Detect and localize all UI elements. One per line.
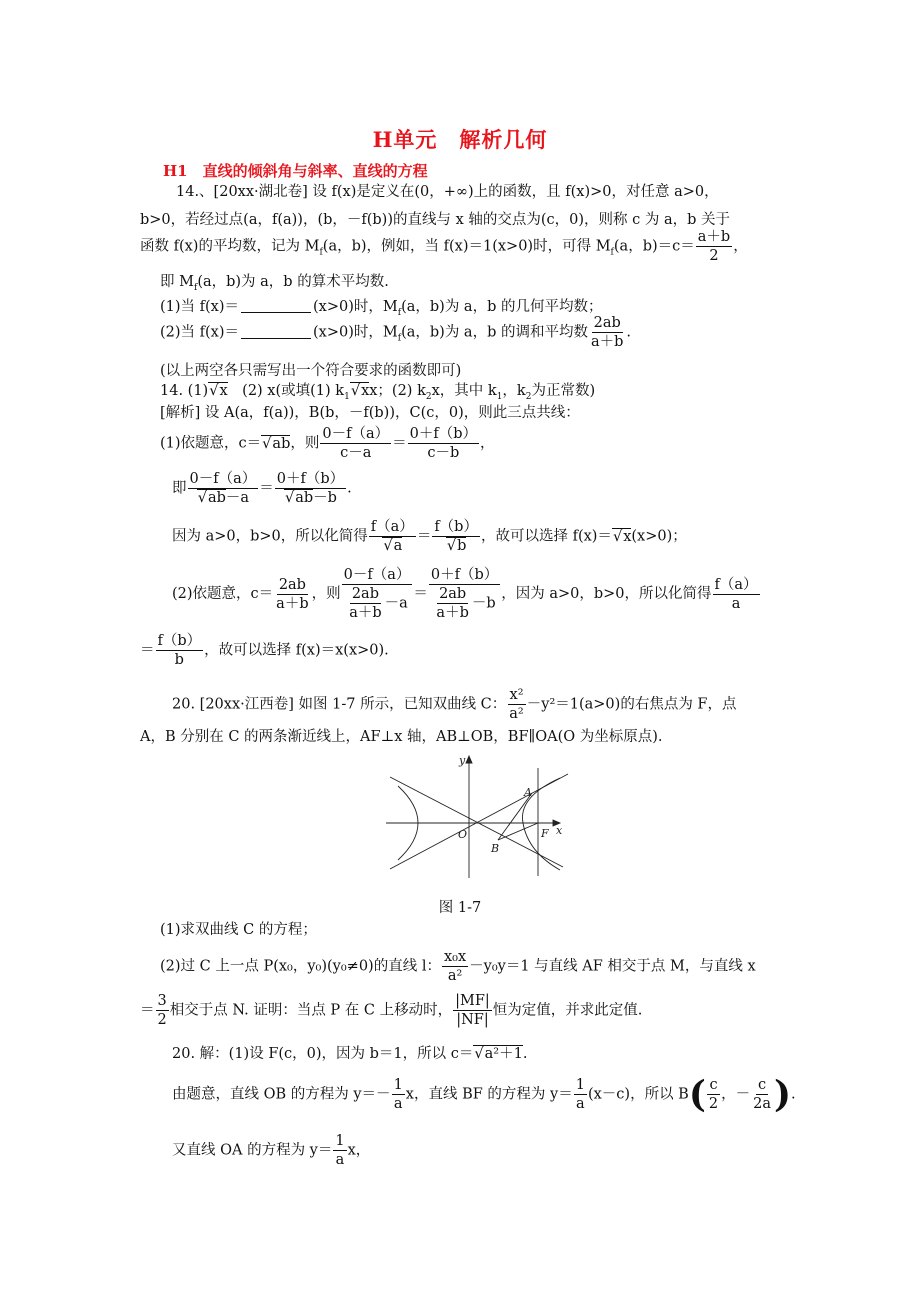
sol20-line-1 bbox=[172, 1044, 527, 1064]
denominator: b bbox=[174, 652, 184, 668]
equals: ＝ bbox=[416, 528, 432, 545]
subscript: 2 bbox=[425, 391, 432, 402]
text: 由题意，直线 OB 的方程为 y＝－ bbox=[172, 1086, 391, 1103]
text: ，因为 a>0，b>0，所以化简得 bbox=[501, 586, 712, 602]
q14-line-4 bbox=[160, 272, 389, 298]
fraction bbox=[507, 686, 525, 723]
answer-blank[interactable] bbox=[241, 312, 311, 313]
denominator: a bbox=[731, 595, 741, 612]
equals: ＝ bbox=[392, 435, 407, 452]
paren-open: ( bbox=[688, 1073, 706, 1116]
subscript: 1 bbox=[344, 391, 350, 402]
text: ，则 bbox=[311, 586, 341, 602]
fraction bbox=[274, 576, 310, 613]
text: ，故可以选择 f(x)＝ bbox=[480, 528, 612, 545]
text: x， bbox=[347, 1142, 371, 1159]
text: (x>0)； bbox=[631, 528, 687, 545]
numerator: 0＋f（b） bbox=[430, 567, 499, 583]
text: ，－ bbox=[721, 1086, 751, 1103]
text: 因为 a>0，b>0，所以化简得 bbox=[172, 528, 368, 545]
sqrt: √ ab bbox=[284, 489, 313, 506]
numerator: 2ab bbox=[351, 586, 379, 602]
q14-line-3 bbox=[140, 228, 748, 265]
fraction bbox=[347, 585, 383, 622]
fraction bbox=[696, 228, 732, 265]
denominator: 2 bbox=[157, 1012, 167, 1028]
fraction bbox=[275, 470, 346, 507]
q20-line-1 bbox=[172, 686, 736, 723]
denominator: a bbox=[576, 1096, 585, 1112]
text: (2)过 C 上一点 P(x₀，y₀)(y₀≠0)的直线 l： bbox=[160, 958, 441, 975]
denominator: 2 bbox=[709, 248, 719, 264]
q20-part-1: (1)求双曲线 C 的方程； bbox=[160, 922, 317, 938]
fraction bbox=[442, 948, 468, 985]
subscript: f bbox=[610, 247, 614, 258]
numerator: 0－f（a） bbox=[189, 471, 257, 487]
subscript: 2 bbox=[525, 391, 532, 402]
sqrt: √ b bbox=[446, 537, 467, 554]
fraction bbox=[751, 1076, 773, 1113]
q20-part-2 bbox=[160, 948, 756, 985]
page-title: H单元 解析几何 bbox=[372, 127, 548, 152]
fraction bbox=[453, 992, 492, 1029]
denominator bbox=[344, 585, 410, 622]
text: 20. 解：(1)设 F(c，0)，因为 b＝1，所以 c＝ bbox=[172, 1046, 474, 1062]
text: x；(2) k bbox=[369, 383, 426, 399]
numerator: x² bbox=[509, 687, 524, 703]
fraction bbox=[369, 518, 416, 555]
text: (x>0)时，M bbox=[313, 324, 398, 341]
numerator: 1 bbox=[335, 1133, 345, 1149]
numerator: 3 bbox=[157, 993, 167, 1009]
text: 即 bbox=[172, 480, 187, 497]
sqrt: √ a bbox=[382, 537, 402, 554]
fraction bbox=[188, 470, 259, 507]
equals: ＝ bbox=[140, 642, 155, 659]
text: ，则 bbox=[290, 435, 320, 452]
label-O: O bbox=[458, 828, 468, 841]
label-x: x bbox=[556, 824, 563, 837]
numerator: |MF| bbox=[455, 993, 490, 1009]
numerator: f（b） bbox=[434, 519, 478, 535]
text: x，直线 BF 的方程为 y＝ bbox=[405, 1086, 573, 1103]
sqrt: √ ab bbox=[197, 489, 226, 506]
q14-note: (以上两空各只需写出一个符合要求的函数即可) bbox=[160, 363, 462, 379]
fraction bbox=[574, 1076, 587, 1113]
sqrt: √ ab bbox=[261, 435, 290, 452]
numerator: c bbox=[758, 1077, 767, 1093]
numerator: a＋b bbox=[697, 229, 731, 245]
text: 20. [20xx·江西卷] 如图 1-7 所示，已知双曲线 C： bbox=[172, 696, 507, 713]
denominator: a＋b bbox=[590, 334, 624, 350]
text: －a bbox=[225, 490, 250, 506]
q20-line-2: A，B 分别在 C 的两条渐近线上，AF⊥x 轴，AB⊥OB，BF∥OA(O 为坐标原点). bbox=[140, 729, 663, 745]
subscript: 1 bbox=[496, 391, 503, 402]
text: (1)当 f(x)＝ bbox=[160, 299, 240, 315]
q14-line-1: 14.、[20xx·湖北卷] 设 f(x)是定义在(0，+∞)上的函数，且 f(x)>0，对任意 a>0， bbox=[176, 184, 719, 200]
fraction bbox=[333, 1132, 346, 1169]
text: (x－c)，所以 B bbox=[587, 1086, 689, 1103]
numerator: 0＋f（b） bbox=[409, 426, 477, 442]
analysis-step-5 bbox=[140, 632, 389, 669]
fraction bbox=[156, 992, 169, 1029]
label-y: y bbox=[459, 754, 466, 767]
denominator bbox=[444, 537, 469, 555]
numerator: f（b） bbox=[157, 633, 202, 649]
numerator: c bbox=[709, 1077, 718, 1093]
answer-blank[interactable] bbox=[241, 338, 311, 339]
analysis-step-3 bbox=[172, 518, 687, 555]
denominator: a＋b bbox=[349, 605, 382, 621]
section-heading: H1 直线的倾斜角与斜率、直线的方程 bbox=[163, 162, 428, 180]
fraction bbox=[320, 425, 391, 462]
fraction bbox=[707, 1076, 720, 1113]
text: (a，b)为 a，b 的算术平均数. bbox=[197, 274, 389, 290]
subscript: f bbox=[319, 247, 323, 258]
q14-line-3-a: 函数 f(x)的平均数，记为 M bbox=[140, 238, 320, 255]
figure-caption: 图 1-7 bbox=[438, 900, 482, 916]
hyperbola-figure bbox=[378, 752, 578, 880]
denominator bbox=[282, 489, 339, 507]
numerator: 0－f（a） bbox=[343, 567, 411, 583]
denominator: a² bbox=[447, 968, 463, 984]
text: 恒为定值，并求此定值. bbox=[492, 1002, 643, 1019]
denominator: 2a bbox=[753, 1096, 771, 1112]
label-A: A bbox=[524, 786, 532, 799]
analysis-line-1: [解析] 设 A(a，f(a))，B(b，－f(b))，C(c，0)，则此三点共线： bbox=[160, 405, 580, 421]
q14-part-2 bbox=[160, 314, 631, 351]
fraction bbox=[429, 566, 500, 622]
label-B: B bbox=[491, 842, 500, 855]
numerator: 2ab bbox=[278, 576, 306, 593]
subscript: f bbox=[193, 282, 198, 293]
text: (1)依题意，c＝ bbox=[160, 435, 262, 452]
text: －b bbox=[313, 490, 337, 506]
denominator: a bbox=[335, 1152, 345, 1168]
text: (2) x(或填(1) k bbox=[227, 383, 345, 399]
sqrt: √ x bbox=[208, 382, 227, 399]
subscript: f bbox=[397, 307, 402, 318]
sqrt: √ x bbox=[350, 382, 369, 399]
fraction bbox=[408, 425, 479, 462]
y-axis-arrow bbox=[466, 756, 472, 763]
text: ，k bbox=[502, 383, 526, 399]
denominator: a² bbox=[509, 706, 524, 722]
numerator: 2ab bbox=[593, 315, 621, 331]
analysis-step-1 bbox=[160, 425, 494, 462]
fraction bbox=[434, 585, 470, 622]
q14-line-2: b>0，若经过点(a，f(a))，(b，－f(b))的直线与 x 轴的交点为(c，0)，则称 c 为 a，b 关于 bbox=[140, 212, 731, 228]
numerator: 1 bbox=[393, 1077, 403, 1093]
text: x，其中 k bbox=[431, 383, 497, 399]
sol20-line-2 bbox=[172, 1073, 796, 1116]
paren-close: ) bbox=[774, 1073, 792, 1116]
q14-line-3-c: (a，b)＝c＝ bbox=[613, 238, 695, 255]
text: 即 M bbox=[160, 274, 194, 290]
numerator: 1 bbox=[575, 1077, 585, 1093]
sol20-line-3 bbox=[172, 1132, 370, 1169]
sqrt: √ x bbox=[612, 528, 631, 545]
denominator: c－a bbox=[340, 445, 372, 461]
denominator: 2 bbox=[708, 1096, 719, 1112]
text: . bbox=[522, 1046, 528, 1062]
analysis-step-2 bbox=[172, 470, 352, 507]
numerator: 0－f（a） bbox=[322, 426, 390, 442]
equals: ＝ bbox=[259, 480, 274, 497]
denominator: |NF| bbox=[456, 1012, 489, 1028]
sqrt: √ a²＋1 bbox=[473, 1045, 522, 1062]
punct: ， bbox=[479, 435, 495, 452]
q20-part-2-cont bbox=[140, 992, 642, 1029]
text: 相交于点 N. 证明：当点 P 在 C 上移动时， bbox=[169, 1002, 453, 1019]
numerator: 0＋f（b） bbox=[276, 471, 345, 487]
text: 为正常数) bbox=[531, 383, 596, 399]
fraction bbox=[392, 1076, 405, 1113]
equals: ＝ bbox=[413, 586, 428, 602]
fraction bbox=[156, 632, 204, 669]
text: －a bbox=[384, 595, 408, 612]
denominator: a＋b bbox=[436, 605, 469, 621]
numerator: f（a） bbox=[370, 519, 414, 535]
text: －y₀y＝1 与直线 AF 相交于点 M，与直线 x bbox=[469, 958, 756, 975]
fraction bbox=[432, 518, 480, 555]
analysis-step-4 bbox=[172, 566, 761, 622]
equals: ＝ bbox=[140, 1002, 155, 1019]
q14-line-3-b: (a，b)，例如，当 f(x)＝1(x>0)时，可得 M bbox=[322, 238, 611, 255]
punct: . bbox=[791, 1086, 796, 1103]
text: 又直线 OA 的方程为 y＝ bbox=[172, 1142, 333, 1159]
numerator: f（a） bbox=[714, 576, 758, 593]
punct: . bbox=[626, 324, 632, 341]
numerator: x₀x bbox=[443, 949, 467, 965]
text: (2)依题意，c＝ bbox=[172, 586, 274, 602]
punct: . bbox=[347, 480, 352, 497]
fraction bbox=[713, 576, 760, 613]
text: (x>0)时，M bbox=[313, 299, 398, 315]
text: (a，b)为 a，b 的几何平均数； bbox=[401, 299, 603, 315]
text: 14. (1) bbox=[160, 383, 209, 399]
text: (2)当 f(x)＝ bbox=[160, 324, 240, 341]
fraction bbox=[342, 566, 413, 622]
text: －y²＝1(a>0)的右焦点为 F，点 bbox=[526, 696, 737, 713]
numerator: 2ab bbox=[439, 586, 467, 602]
text: (a，b)为 a，b 的调和平均数 bbox=[401, 324, 588, 341]
denominator bbox=[380, 537, 404, 555]
denominator bbox=[431, 585, 497, 622]
denominator: a bbox=[393, 1096, 403, 1112]
denominator: c－b bbox=[427, 445, 460, 461]
fraction bbox=[589, 314, 625, 351]
denominator: a＋b bbox=[276, 595, 309, 612]
text: ，故可以选择 f(x)＝x(x>0). bbox=[204, 642, 389, 659]
denominator bbox=[195, 489, 251, 507]
text: －b bbox=[471, 595, 496, 612]
subscript: f bbox=[397, 333, 402, 344]
label-F: F bbox=[541, 827, 549, 840]
punct: ， bbox=[733, 238, 748, 255]
